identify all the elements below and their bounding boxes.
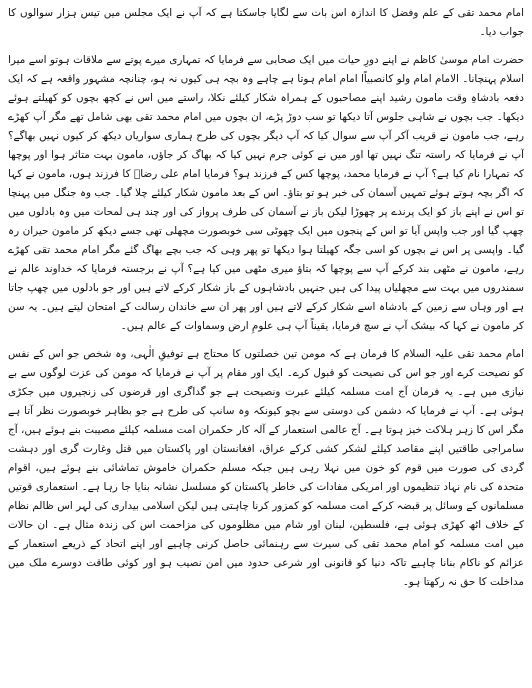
intro-paragraph: امام محمد تقی کے علم وفضل کا اندازہ اس بات سے لگایا جاسکتا ہے کہ آپ نے ایک مجلس میں تیس ہزار سوالوں کا جواب دیا۔ <box>8 7 524 38</box>
sayings-paragraph: امام محمد تقی علیہ السلام کا فرمان ہے کہ مومن تین خصلتوں کا محتاج ہے توفیقِ الٰہی، وہ شخص جو اس کے نفس کو نصیحت کرے اور جو اس کی نصیحت کو قبول کرے۔ ایک اور مقام پر آپ نے فرمایا کہ مومن کی عزت لوگوں سے بے نیازی میں ہے۔ یہ فرمان آج امت مسلمہ کیلئے عبرت ونصیحت ہے جو گداگری اور قرضوں کی زنجیروں میں جکڑی ہوئی ہے۔ آپ نے فرمایا کہ دشمن کی دوستی سے بچو کیونکہ وہ سانپ کی طرح ہے جو بظاہر خوبصورت نظر آتا ہے مگر اس کا زہر ہلاکت خیز ہوتا ہے۔ آج عالمی استعمار کے آلہ کار حکمران امت مسلمہ کیلئے مصیبت بنے ہوئے ہیں، آج سامراجی طاقتیں اپنے مقاصد کیلئے لشکر کشی کرکے عراق، افغانستان اور پاکستان میں قتل وغارت گری اور دہشت گردی کی صورت میں قوم کو خون میں نہلا رہی ہیں جبکہ مسلم حکمران خاموش تماشائی بنے ہوئے ہیں، اقوام متحدہ کی نام نہاد تنظیموں اور امریکی مفادات کی خاطر پاکستان کو مسلسل نشانہ بنایا جا رہا ہے۔ استعماری قوتیں مسلمانوں کے وسائل پر قبضہ کرکے امت مسلمہ کو کمزور کرنا چاہتی ہیں لیکن اسلامی بیداری کی لہر اس ظالم نظام کے خلاف اٹھ کھڑی ہوئی ہے، فلسطین، لبنان اور شام میں مظلوموں کی مزاحمت اس کی زندہ مثال ہے۔ ان حالات میں امت مسلمہ کو امام محمد تقی کی سیرت سے رہنمائی حاصل کرنی چاہیے اور اپنے اتحاد کے ذریعے استعمار کے عزائم کو ناکام بنانا چاہیے تاکہ دنیا کو قانونی اور شرعی حدود میں امن نصیب ہو اور کوئی طاقت دوسرے ملک میں مداخلت کا حق نہ رکھتا ہو۔ <box>8 348 524 588</box>
story-paragraph: حضرت امام موسیٰ کاظم نے اپنے دورِ حیات میں ایک صحابی سے فرمایا کہ تمہاری میرے پوتے سے ملاقات ہوتو اسے میرا اسلام پہنچانا۔ الامام امام ولو کانصبیاًا امام امام ہوتا ہے چاہے وہ بچہ ہی کیوں نہ ہو، چنانچہ مشہور واقعہ ہے کہ ایک دفعہ بادشاہِ وقت مامون رشید اپنے مصاحبوں کے ہمراہ شکار کیلئے نکلا، راستے میں اس نے کچھ بچوں کو کھیلتے ہوئے دیکھا۔ جب بچوں نے شاہی جلوس آتا دیکھا تو سب دوڑ پڑے، ان بچوں میں امام محمد تقی بھی شامل تھے مگر آپ کھڑے رہے، جب مامون نے قریب آکر آپ سے سوال کیا کہ آپ دیگر بچوں کی طرح ہماری سواریاں دیکھ کر کیوں نہیں بھاگے؟ آپ نے فرمایا کہ راستہ تنگ نہیں تھا اور میں نے کوئی جرم نہیں کیا کہ بھاگ کر جاؤں، مامون بہت متاثر ہوا اور پوچھا کہ تمہارا نام کیا ہے؟ آپ نے فرمایا محمد، پوچھا کس کے فرزند ہو؟ فرمایا امام علی رضاؑ کا فرزند ہوں، مامون نے کہا کہ اگر بچہ ہوتے ہوئے تمہیں آسمان کی خبر ہو تو بتاؤ۔ اس کے بعد مامون شکار کیلئے چلا گیا۔ جب وہ جنگل میں پہنچا تو اس نے اپنے باز کو ایک پرندے پر چھوڑا لیکن باز نے آسمان کی طرف پرواز کی اور چند ہی لمحات میں وہ بادلوں میں چھپ گیا اور جب واپس آیا تو اس کے پنجوں میں ایک چھوٹی سی خوبصورت مچھلی تھی جسے دیکھ کر مامون حیران رہ گیا۔ واپسی پر اس نے بچوں کو اسی جگہ کھیلتا ہوا دیکھا تو پھر وہی کہ جب بچے بھاگ گئے مگر امام محمد تقی کھڑے رہے، مامون نے مٹھی بند کرکے آپ سے پوچھا کہ بتاؤ میری مٹھی میں کیا ہے؟ آپ نے برجستہ فرمایا کہ خداوند عالم نے سمندروں میں بہت سے مچھلیاں پیدا کی ہیں جنہیں بادشاہوں کے باز شکار کرکے لاتے ہیں اور جو بادلوں میں چھپ جاتا ہے اور وہاں سے زمین کے بادشاہ اسے شکار کرکے لاتے ہیں اور پھر ان سے خاندان رسالت کے امتحان لیتے ہیں۔ یہ سن کر مامون نے کہا کہ بیشک آپ نے سچ فرمایا، یقیناً آپ ہی علومِ ارض وسماوات کے عالم ہیں۔ <box>8 54 524 332</box>
article-page <box>8 4 524 684</box>
